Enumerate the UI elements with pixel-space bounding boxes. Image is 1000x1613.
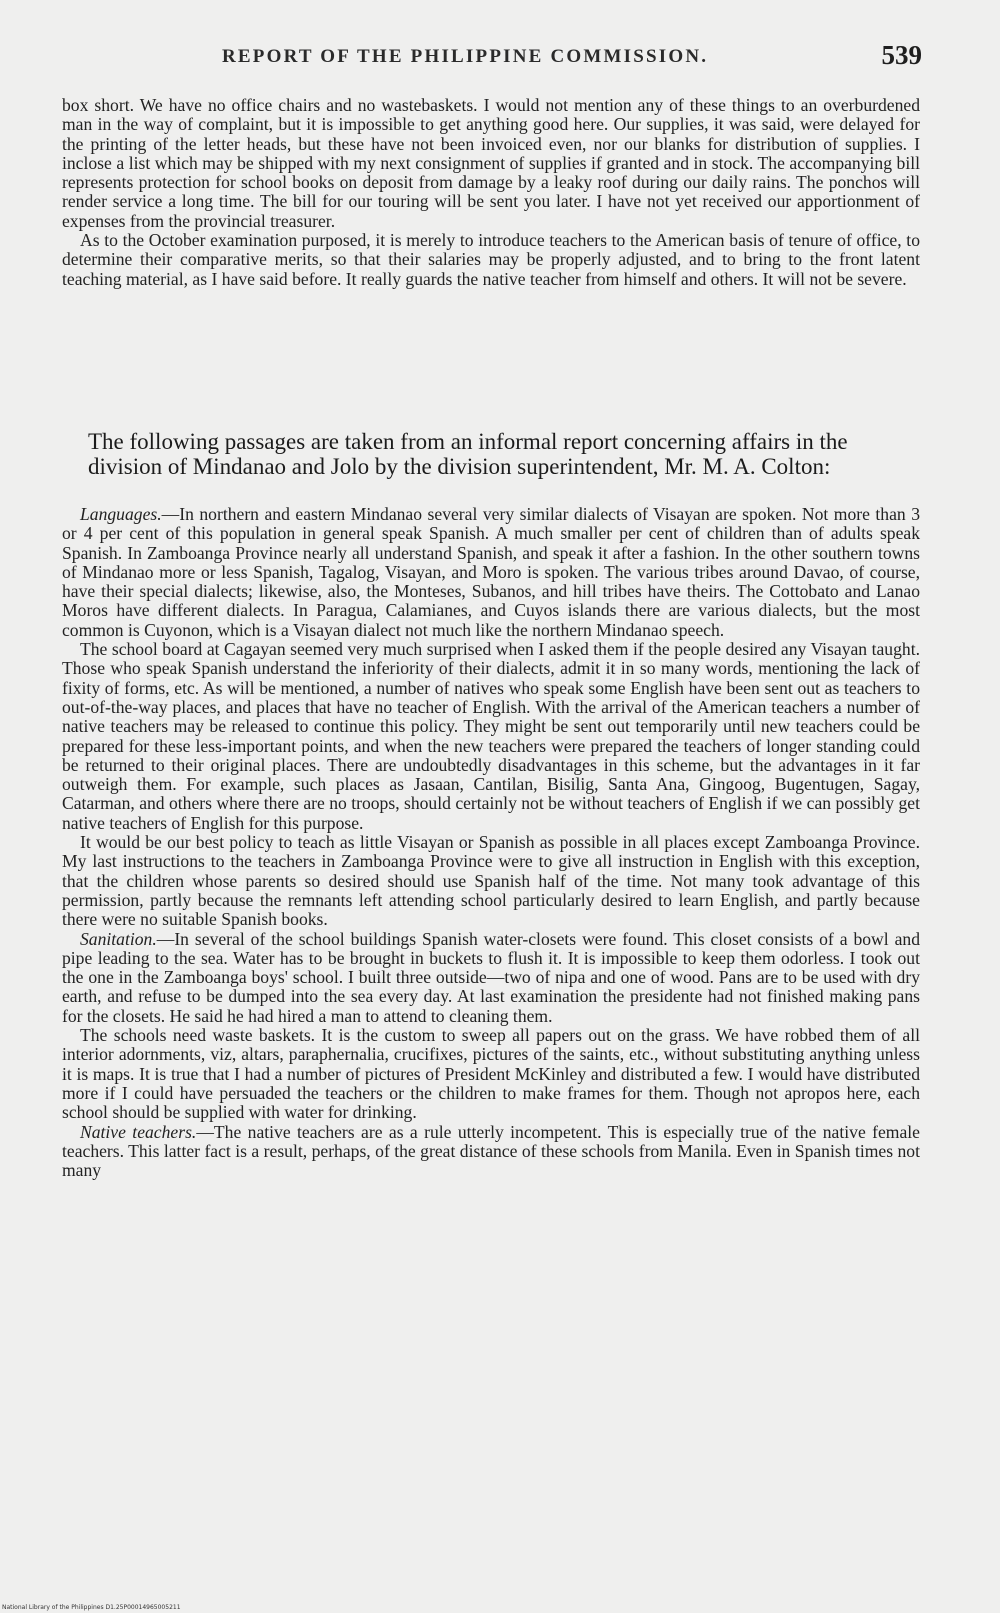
- languages-text: —In northern and eastern Mindanao several very similar dialects of Visayan are spoken. Not more than 3 or 4 per cent of this population in general speak Spanish. A much smaller per cent of children than of adults speak Spanish. In Zamboanga Province nearly all understand Spanish, and speak it after a fashion. In the other southern towns of Mindanao more or less Spanish, Tagalog, Visayan, and Moro is spoken. The various tribes around Davao, of course, have their special dialects; likewise, also, the Monteses, Subanos, and hill tribes have theirs. The Cottobato and Lanao Moros have different dialects. In Paragua, Calamianes, and Cuyos islands there are various dialects, but the most common is Cuyonon, which is a Visayan dialect not much like the northern Mindanao speech.: [62, 504, 920, 640]
- paragraph-school-board: The school board at Cagayan seemed very much surprised when I asked them if the people desired any Visayan taught. Those who speak Spanish understand the inferiority of their dialects, admit it in so many words, mentioning the lack of fixity of forms, etc. As will be mentioned, a number of natives who speak some English have been sent out as teachers to out-of-the-way places, and places that have no teacher of English. With the arrival of the American teachers a number of native teachers may be released to continue this policy. They might be sent out temporarily until new teachers could be prepared for these less-important points, and when the new teachers were prepared the teachers of longer standing could be returned to their original places. There are undoubtedly disadvantages in this scheme, but the advantages in it far outweigh them. For example, such places as Jasaan, Cantilan, Bisilig, Santa Ana, Gingoog, Bugentugen, Sagay, Catarman, and others where there are no troops, should certainly not be without teachers of English if we can possibly get native teachers of English for this purpose.: [62, 639, 920, 833]
- paragraph-october-examination: As to the October examination purposed, it is merely to introduce teachers to the American basis of tenure of office, to determine their comparative merits, so that their salaries may be properly adjusted, and to bring to the front latent teaching material, as I have said before. It really guards the native teacher from himself and others. It will not be severe.: [62, 230, 920, 289]
- paragraph-box-short: box short. We have no office chairs and no wastebaskets. I would not mention any of these things to an overburdened man in the way of complaint, but it is impossible to get anything good here. Our supplies, it was said, were delayed for the printing of the letter heads, but these have not been invoiced even, nor our blanks for distribution of supplies. I inclose a list which may be shipped with my next consignment of supplies if granted and in stock. The accompanying bill represents protection for school books on deposit from damage by a leaky roof during our daily rains. The ponchos will render service a long time. The bill for our touring will be sent you later. I have not yet received our apportionment of expenses from the provincial treasurer.: [62, 95, 920, 231]
- paragraph-policy: It would be our best policy to teach as little Visayan or Spanish as possible in all places except Zamboanga Province. My last instructions to the teachers in Zamboanga Province were to give all instruction in English with this exception, that the children whose parents so desired should use Spanish half of the time. Not many took advantage of this permission, partly because the remnants left attending school particularly desired to learn English, and partly because there were no suitable Spanish books.: [62, 832, 920, 930]
- native-teachers-text: —The native teachers are as a rule utterly incompetent. This is especially true of the native female teachers. This latter fact is a result, perhaps, of the great distance of these schools from Manila. Even in Spanish times not many: [62, 1121, 920, 1181]
- page-header: [62, 42, 922, 76]
- paragraph-native-teachers: [62, 1123, 920, 1181]
- page-number: 539: [881, 40, 922, 70]
- paragraph-waste-baskets: The schools need waste baskets. It is the custom to sweep all papers out on the grass. We have robbed them of all interior adornments, viz, altars, paraphernalia, crucifixes, pictures of the saints, etc., without substituting anything unless it is maps. It is true that I had a number of pictures of President McKinley and distributed a few. I would have distributed more if I could have persuaded the teachers or the children to make frames for them. Though not apropos here, each school should be supplied with water for drinking.: [62, 1025, 920, 1123]
- native-teachers-label: Native teachers.: [80, 1121, 197, 1142]
- sanitation-text: —In several of the school buildings Spanish water-closets were found. This closet consists of a bowl and pipe leading to the sea. Water has to be brought in buckets to flush it. It is impossible to keep them odorless. I took out the one in the Zamboanga boys' school. I built three outside—two of nipa and one of wood. Pans are to be used with dry earth, and refuse to be dumped into the sea every day. At last examination the presidente had not finished making pans for the closets. He said he had hired a man to attend to cleaning them.: [62, 928, 920, 1026]
- paragraph-languages: [62, 505, 920, 640]
- colton-report-block: [62, 505, 920, 1180]
- languages-label: Languages.: [80, 504, 162, 524]
- paragraph-sanitation: [62, 930, 920, 1026]
- running-head: REPORT OF THE PHILIPPINE COMMISSION.: [222, 46, 709, 67]
- sanitation-label: Sanitation.: [80, 928, 157, 949]
- section-heading: The following passages are taken from an informal report concerning affairs in the division of Mindanao and Jolo by the division superintendent, Mr. M. A. Colton:: [88, 429, 848, 479]
- archive-stamp: National Library of the Philippines D1.25P00014965005211: [2, 1604, 181, 1611]
- opening-text-block: [62, 96, 920, 289]
